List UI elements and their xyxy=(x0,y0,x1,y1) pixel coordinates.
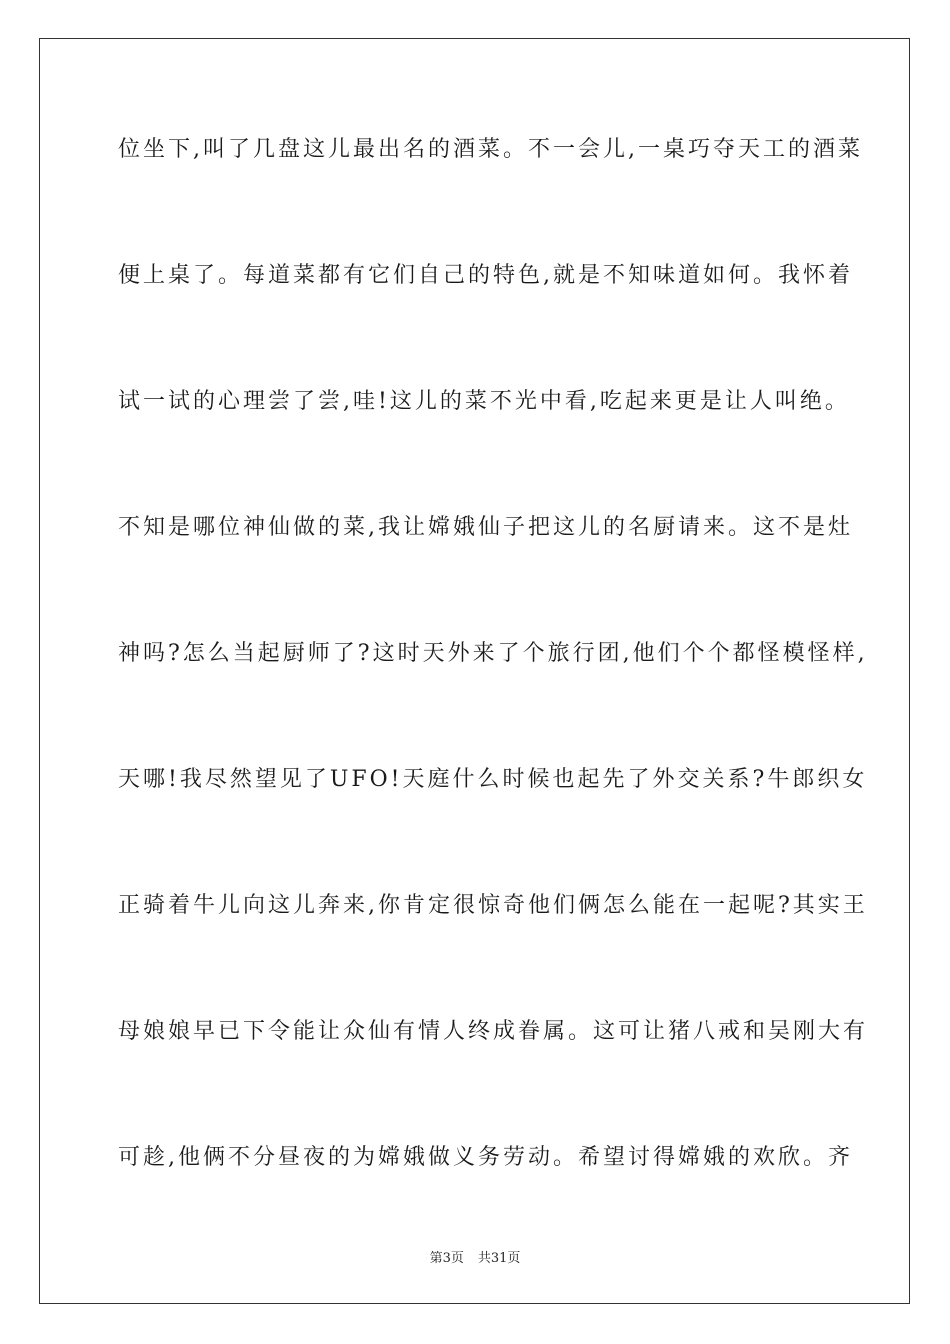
text-line: 便上桌了。每道菜都有它们自己的特色,就是不知味道如何。我怀着 xyxy=(118,263,853,288)
body-text xyxy=(118,128,869,1262)
total-page-count: 共31页 xyxy=(477,1251,521,1266)
text-line: 试一试的心理尝了尝,哇!这儿的菜不光中看,吃起来更是让人叫绝。 xyxy=(118,389,850,414)
text-line: 天哪!我尽然望见了UFO!天庭什么时候也起先了外交关系?牛郎织女 xyxy=(118,767,868,792)
current-page-number: 第3页 xyxy=(429,1251,464,1266)
text-line: 神吗?怎么当起厨师了?这时天外来了个旅行团,他们个个都怪模怪样, xyxy=(118,641,868,666)
text-line: 可趁,他俩不分昼夜的为嫦娥做义务劳动。希望讨得嫦娥的欢欣。齐 xyxy=(118,1145,853,1170)
page-footer xyxy=(0,1247,950,1266)
text-line: 位坐下,叫了几盘这儿最出名的酒菜。不一会儿,一桌巧夺天工的酒菜 xyxy=(118,137,863,162)
text-line: 正骑着牛儿向这儿奔来,你肯定很惊奇他们俩怎么能在一起呢?其实王 xyxy=(118,893,868,918)
text-line: 母娘娘早已下令能让众仙有情人终成眷属。这可让猪八戒和吴刚大有 xyxy=(118,1019,869,1044)
text-line: 不知是哪位神仙做的菜,我让嫦娥仙子把这儿的名厨请来。这不是灶 xyxy=(118,515,853,540)
